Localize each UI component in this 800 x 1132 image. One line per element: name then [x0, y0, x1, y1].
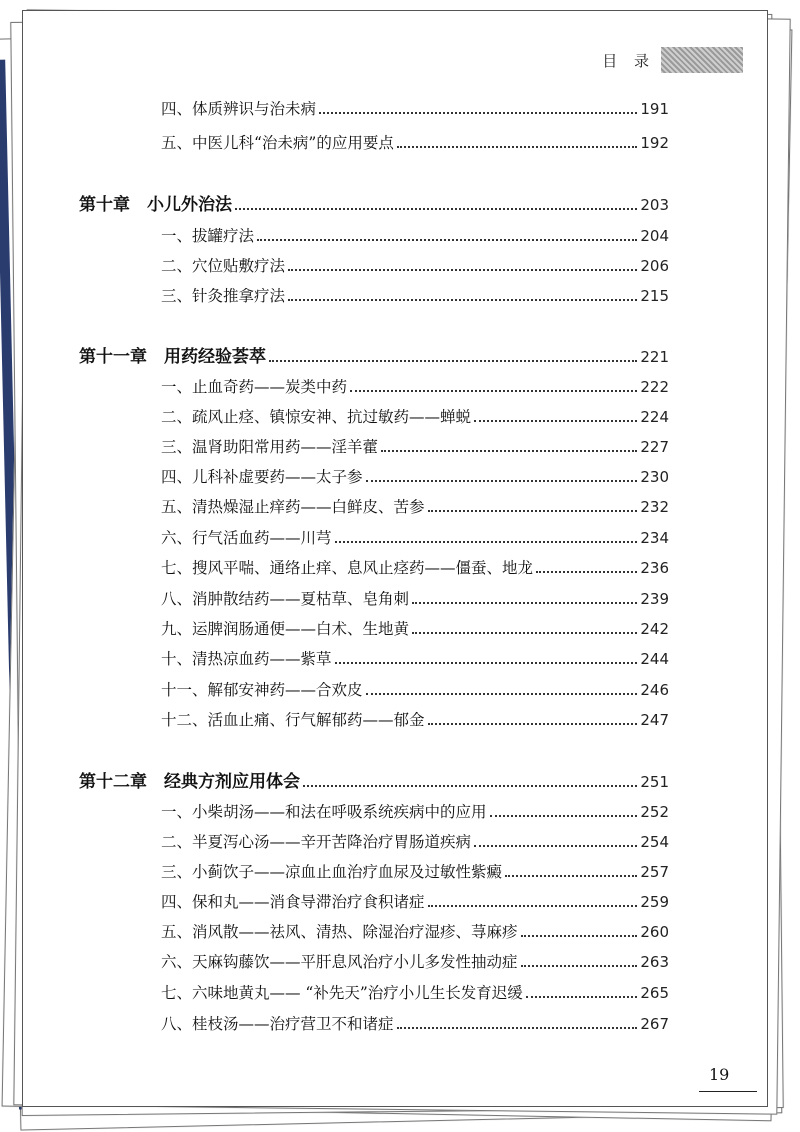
toc-entry-title: 五、消风散——祛风、清热、除湿治疗湿疹、荨麻疹: [161, 923, 518, 941]
toc-section-entry[interactable]: [161, 435, 669, 459]
toc-entry-title: 三、温肾助阳常用药——淫羊藿: [161, 438, 379, 456]
toc-section-entry[interactable]: [161, 617, 669, 641]
toc-section-entry[interactable]: [161, 678, 669, 702]
toc-section-entry[interactable]: [161, 556, 669, 580]
toc-dot-leader: [288, 298, 637, 301]
toc-chapter-entry[interactable]: [79, 770, 669, 794]
toc-dot-leader: [428, 904, 638, 907]
toc-dot-leader: [303, 784, 637, 787]
toc-entry-title: 十、清热凉血药——紫草: [161, 650, 332, 668]
toc-section-entry[interactable]: [161, 981, 669, 1005]
toc-page-number: 224: [640, 408, 669, 426]
toc-page-number: 265: [640, 984, 669, 1002]
toc-page-number: 267: [640, 1015, 669, 1033]
toc-section-entry[interactable]: [161, 647, 669, 671]
toc-page-number: 246: [640, 681, 669, 699]
page-number-rule: [699, 1091, 757, 1092]
toc-page-number: 236: [640, 559, 669, 577]
toc-dot-leader: [428, 722, 638, 725]
toc-section-entry[interactable]: [161, 860, 669, 884]
toc-entry-title: 八、桂枝汤——治疗营卫不和诸症: [161, 1015, 394, 1033]
toc-dot-leader: [521, 964, 638, 967]
toc-page-number: 254: [640, 833, 669, 851]
toc-dot-leader: [428, 509, 638, 512]
toc-page-number: 239: [640, 590, 669, 608]
toc-chapter-entry[interactable]: [79, 345, 669, 369]
toc-dot-leader: [505, 874, 637, 877]
toc-dot-leader: [335, 661, 638, 664]
document-page: [22, 10, 768, 1107]
header-title: 目 录: [602, 51, 655, 70]
toc-entry-title: 第十二章 经典方剂应用体会: [79, 772, 300, 792]
toc-page-number: 251: [640, 773, 669, 791]
toc-chapter-entry[interactable]: [79, 193, 669, 217]
toc-section-entry[interactable]: [161, 131, 669, 155]
toc-page-number: 263: [640, 953, 669, 971]
toc-section-entry[interactable]: [161, 708, 669, 732]
toc-entry-title: 六、行气活血药——川芎: [161, 529, 332, 547]
toc-dot-leader: [490, 814, 638, 817]
toc-dot-leader: [335, 540, 638, 543]
toc-entry-title: 三、针灸推拿疗法: [161, 287, 286, 305]
toc-dot-leader: [350, 389, 637, 392]
toc-entry-title: 八、消肿散结药——夏枯草、皂角刺: [161, 590, 410, 608]
toc-entry-title: 四、体质辨识与治未病: [161, 100, 317, 118]
toc-dot-leader: [319, 111, 637, 114]
toc-entry-title: 二、疏风止痉、镇惊安神、抗过敏药——蝉蜕: [161, 408, 472, 426]
toc-page-number: 215: [640, 287, 669, 305]
toc-entry-title: 七、六味地黄丸—— “补先天”治疗小儿生长发育迟缓: [161, 984, 523, 1002]
toc-page-number: 221: [640, 348, 669, 366]
toc-page-number: 204: [640, 227, 669, 245]
toc-page-number: 257: [640, 863, 669, 881]
toc-section-entry[interactable]: [161, 950, 669, 974]
toc-entry-title: 五、中医儿科“治未病”的应用要点: [161, 134, 394, 152]
toc-dot-leader: [235, 207, 637, 210]
toc-page-number: 192: [640, 134, 669, 152]
toc-section-entry[interactable]: [161, 526, 669, 550]
toc-section-entry[interactable]: [161, 587, 669, 611]
toc-dot-leader: [397, 145, 638, 148]
toc-page-number: 206: [640, 257, 669, 275]
toc-dot-leader: [536, 570, 637, 573]
toc-section-entry[interactable]: [161, 890, 669, 914]
toc-page-number: 232: [640, 498, 669, 516]
toc-entry-title: 二、穴位贴敷疗法: [161, 257, 286, 275]
toc-section-entry[interactable]: [161, 465, 669, 489]
toc-section-entry[interactable]: [161, 920, 669, 944]
toc-page-number: 247: [640, 711, 669, 729]
toc-page-number: 244: [640, 650, 669, 668]
toc-entry-title: 一、止血奇药——炭类中药: [161, 378, 348, 396]
toc-page-number: 222: [640, 378, 669, 396]
table-of-contents: [23, 11, 767, 1106]
toc-dot-leader: [412, 601, 637, 604]
toc-section-entry[interactable]: [161, 284, 669, 308]
toc-dot-leader: [526, 995, 638, 998]
toc-section-entry[interactable]: [161, 254, 669, 278]
toc-entry-title: 一、小柴胡汤——和法在呼吸系统疾病中的应用: [161, 803, 487, 821]
toc-entry-title: 九、运脾润肠通便——白术、生地黄: [161, 620, 410, 638]
toc-entry-title: 第十章 小儿外治法: [79, 195, 232, 215]
toc-section-entry[interactable]: [161, 800, 669, 824]
toc-entry-title: 第十一章 用药经验荟萃: [79, 347, 266, 367]
toc-entry-title: 七、搜风平喘、通络止痒、息风止痉药——僵蚕、地龙: [161, 559, 534, 577]
toc-page-number: 242: [640, 620, 669, 638]
toc-page-number: 191: [640, 100, 669, 118]
toc-section-entry[interactable]: [161, 375, 669, 399]
toc-entry-title: 十二、活血止痛、行气解郁药——郁金: [161, 711, 425, 729]
toc-entry-title: 四、儿科补虚要药——太子参: [161, 468, 363, 486]
toc-section-entry[interactable]: [161, 405, 669, 429]
toc-page-number: 234: [640, 529, 669, 547]
toc-dot-leader: [366, 692, 638, 695]
toc-dot-leader: [257, 238, 637, 241]
toc-section-entry[interactable]: [161, 97, 669, 121]
toc-entry-title: 四、保和丸——消食导滞治疗食积诸症: [161, 893, 425, 911]
toc-entry-title: 十一、解郁安神药——合欢皮: [161, 681, 363, 699]
toc-entry-title: 一、拔罐疗法: [161, 227, 255, 245]
toc-dot-leader: [269, 359, 637, 362]
toc-dot-leader: [474, 844, 637, 847]
toc-dot-leader: [397, 1026, 638, 1029]
toc-page-number: 227: [640, 438, 669, 456]
toc-dot-leader: [474, 419, 637, 422]
toc-dot-leader: [412, 631, 637, 634]
toc-dot-leader: [521, 934, 638, 937]
toc-entry-title: 二、半夏泻心汤——辛开苦降治疗胃肠道疾病: [161, 833, 472, 851]
toc-section-entry[interactable]: [161, 1012, 669, 1036]
toc-page-number: 203: [640, 196, 669, 214]
toc-page-number: 260: [640, 923, 669, 941]
toc-entry-title: 三、小蓟饮子——凉血止血治疗血尿及过敏性紫癜: [161, 863, 503, 881]
toc-page-number: 252: [640, 803, 669, 821]
toc-section-entry[interactable]: [161, 224, 669, 248]
toc-entry-title: 五、清热燥湿止痒药——白鲜皮、苦参: [161, 498, 425, 516]
page-number: 19: [709, 1065, 730, 1084]
toc-page-number: 259: [640, 893, 669, 911]
toc-section-entry[interactable]: [161, 495, 669, 519]
toc-dot-leader: [366, 479, 638, 482]
toc-dot-leader: [381, 449, 637, 452]
toc-section-entry[interactable]: [161, 830, 669, 854]
toc-dot-leader: [288, 268, 637, 271]
toc-page-number: 230: [640, 468, 669, 486]
toc-entry-title: 六、天麻钩藤饮——平肝息风治疗小儿多发性抽动症: [161, 953, 518, 971]
